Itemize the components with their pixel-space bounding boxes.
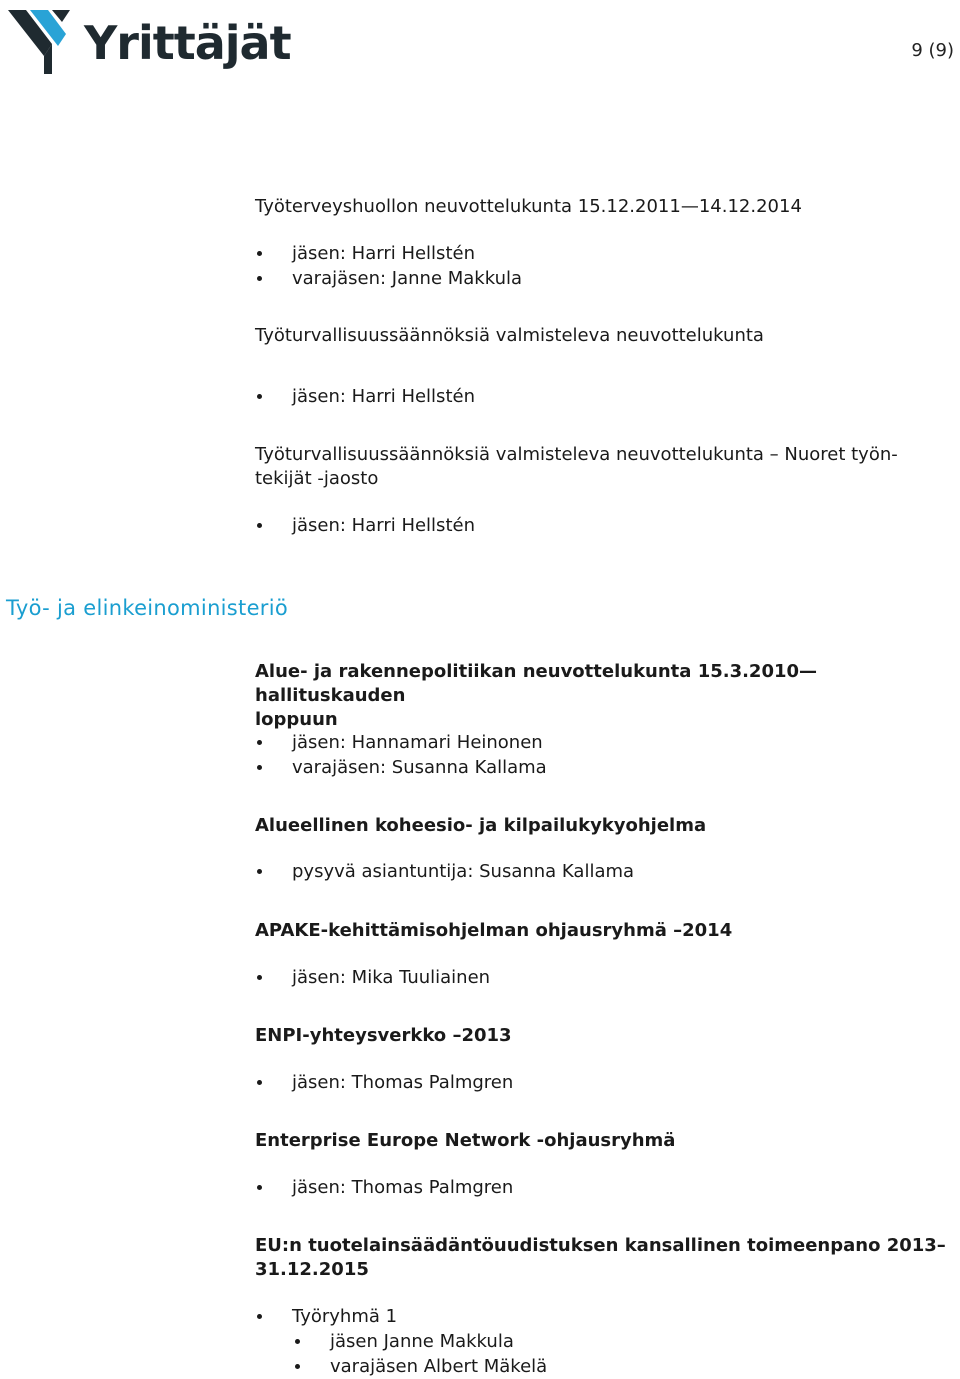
bullet-icon <box>257 523 262 528</box>
list-item: jäsen: Harri Hellstén <box>255 241 955 266</box>
member-list <box>255 730 955 780</box>
section-alue-rakennepolitiikka <box>255 660 955 732</box>
section-apake <box>255 919 955 943</box>
bullet-icon <box>295 1364 300 1369</box>
list-item: jäsen: Harri Hellstén <box>255 384 955 409</box>
section-heading-line1: EU:n tuotelainsäädäntöuudistuksen kansallinen toimeenpano 2013– <box>255 1235 946 1256</box>
section-heading: ENPI-yhteysverkko –2013 <box>255 1025 512 1046</box>
section-heading: Enterprise Europe Network -ohjausryhmä <box>255 1130 676 1151</box>
bullet-icon <box>257 251 262 256</box>
bullet-icon <box>257 740 262 745</box>
section-tyoterveyshuolto <box>255 195 955 219</box>
member-list <box>255 1175 955 1200</box>
section-heading-line1: Työturvallisuussäännöksiä valmisteleva neuvottelukunta – Nuoret työn- <box>255 444 898 465</box>
bullet-icon <box>257 765 262 770</box>
member-list <box>255 241 955 291</box>
bullet-icon <box>257 276 262 281</box>
member-list <box>255 513 955 538</box>
section-nuoret-tyontekijat <box>255 443 955 491</box>
member-list <box>255 859 955 884</box>
section-tyoturvallisuus <box>255 324 955 348</box>
bullet-icon <box>257 869 262 874</box>
bullet-icon <box>295 1339 300 1344</box>
bullet-icon <box>257 1314 262 1319</box>
section-heading: APAKE-kehittämisohjelman ohjausryhmä –2014 <box>255 920 733 941</box>
member-list <box>255 384 955 409</box>
section-heading: Alueellinen koheesio- ja kilpailukykyohjelma <box>255 815 707 836</box>
member-list <box>255 965 955 990</box>
section-koheesio <box>255 814 955 838</box>
member-list <box>255 1070 955 1095</box>
list-item: Työryhmä 1 <box>255 1304 955 1329</box>
sub-list-item: varajäsen Albert Mäkelä <box>255 1354 955 1379</box>
list-item: jäsen: Thomas Palmgren <box>255 1070 955 1095</box>
logo-mark-icon <box>8 4 84 82</box>
sub-list-item: jäsen Janne Makkula <box>255 1329 955 1354</box>
section-heading-line2: 31.12.2015 <box>255 1259 369 1280</box>
list-item: jäsen: Harri Hellstén <box>255 513 955 538</box>
list-item: jäsen: Hannamari Heinonen <box>255 730 955 755</box>
list-item: varajäsen: Susanna Kallama <box>255 755 955 780</box>
bullet-icon <box>257 975 262 980</box>
section-enterprise-europe <box>255 1129 955 1153</box>
member-list <box>255 1304 955 1379</box>
section-heading-line1: Alue- ja rakennepolitiikan neuvottelukunta 15.3.2010—hallituskauden <box>255 661 818 706</box>
logo-wordmark: Yrittäjät <box>84 16 291 70</box>
list-item: jäsen: Thomas Palmgren <box>255 1175 955 1200</box>
section-heading: Työturvallisuussäännöksiä valmisteleva neuvottelukunta <box>255 325 764 346</box>
list-item: jäsen: Mika Tuuliainen <box>255 965 955 990</box>
bullet-icon <box>257 1185 262 1190</box>
section-heading-line2: tekijät -jaosto <box>255 468 379 489</box>
list-item: pysyvä asiantuntija: Susanna Kallama <box>255 859 955 884</box>
yrittajat-logo <box>8 4 291 82</box>
page-number: 9 (9) <box>911 40 954 61</box>
section-heading: Työterveyshuollon neuvottelukunta 15.12.2011—14.12.2014 <box>255 196 802 217</box>
section-eu-tuotelainsaadanto <box>255 1234 955 1282</box>
bullet-icon <box>257 1080 262 1085</box>
section-heading-line2: loppuun <box>255 709 338 730</box>
bullet-icon <box>257 394 262 399</box>
ministry-title: Työ- ja elinkeinoministeriö <box>6 596 289 620</box>
list-item: varajäsen: Janne Makkula <box>255 266 955 291</box>
section-enpi <box>255 1024 955 1048</box>
